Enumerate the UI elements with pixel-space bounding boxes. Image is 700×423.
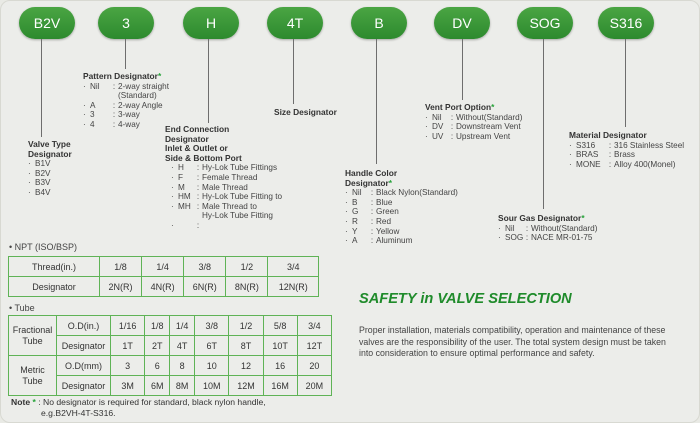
code-pill-b: B — [351, 7, 407, 39]
code-pill-3: 3 — [98, 7, 154, 39]
npt-table — [8, 256, 319, 297]
required-star-icon: * — [157, 71, 162, 81]
vent-port-block: Vent Port Option* · Nil : Without(Standard) · DV : Downstream Vent · UV : Upstream Vent — [425, 102, 523, 141]
safety-text: Proper installation, materials compatibility, operation and maintenance of these valves are the responsibility of the user. The total system design must be taken into consideration to ensure optimal performance and safety. — [359, 325, 666, 359]
tube-caption: • Tube — [9, 303, 35, 313]
end-connection-block: End Connection Designator Inlet & Outlet or Side & Bottom Port · H : Hy-Lok Tube Fittings · F : Female Thread · M : Male Thread · HM : Hy-Lok Tube Fitting to · MH : Male Thread to Hy-Lok Tube Fitting · : — [165, 124, 283, 230]
valve-type-block: Valve Type Designator · B1V · B2V · B3V · B4V — [28, 139, 72, 197]
code-pill-b2v: B2V — [19, 7, 75, 39]
required-star-icon: * — [30, 397, 39, 407]
required-star-icon: * — [581, 213, 585, 223]
code-pill-s316: S316 — [598, 7, 654, 39]
table-row: Metric Tube O.D(mm) 3 6 8 10 12 16 20 — [9, 356, 332, 376]
safety-title: SAFETY in VALVE SELECTION — [359, 291, 572, 307]
pattern-heading: Pattern Designator — [83, 71, 158, 81]
handle-color-block: Handle Color Designator* · Nil : Black Nylon(Standard) · B : Blue · G : Green · R : Red · Y : Yellow · A : Aluminum — [345, 168, 458, 246]
connector-line — [462, 39, 463, 100]
table-row: Fractional Tube O.D(in.) 1/16 1/8 1/4 3/8 1/2 5/8 3/4 — [9, 316, 332, 336]
npt-caption: • NPT (ISO/BSP) — [9, 242, 77, 252]
required-star-icon: * — [388, 177, 393, 188]
code-pill-sog: SOG — [517, 7, 573, 39]
required-star-icon: * — [491, 102, 495, 112]
connector-line — [625, 39, 626, 127]
material-block: Material Designator · S316 : 316 Stainless Steel · BRAS : Brass · MONE : Alloy 400(Monel) — [569, 130, 685, 169]
code-pill-dv: DV — [434, 7, 490, 39]
tube-table — [8, 315, 332, 396]
size-block — [274, 108, 337, 118]
table-row: Designator 1T 2T 4T 6T 8T 10T 12T — [9, 336, 332, 356]
valve-type-heading: Valve Type — [28, 139, 71, 149]
code-pill-h: H — [183, 7, 239, 39]
pattern-block: Pattern Designator* · Nil : 2-way straight (Standard) · A : 2-way Angle · 3 : 3-way · 4 : 4-way — [83, 71, 169, 129]
footnote: Note * : No designator is required for standard, black nylon handle, e.g.B2VH-4T-S316. — [11, 397, 266, 418]
table-row: Designator 3M 6M 8M 10M 12M 16M 20M — [9, 376, 332, 396]
table-row: Thread(in.) 1/8 1/4 3/8 1/2 3/4 — [9, 257, 319, 277]
connector-line — [293, 39, 294, 104]
connector-line — [543, 39, 544, 209]
connector-line — [376, 39, 377, 164]
sour-gas-block: Sour Gas Designator* · Nil : Without(Standard) · SOG : NACE MR-01-75 — [498, 213, 598, 243]
table-row: Designator 2N(R) 4N(R) 6N(R) 8N(R) 12N(R) — [9, 277, 319, 297]
code-pill-4t: 4T — [267, 7, 323, 39]
connector-line — [125, 39, 126, 69]
valve-type-heading-2: Designator — [28, 148, 72, 159]
connector-line — [41, 39, 42, 137]
size-heading: Size Designator — [274, 107, 337, 117]
connector-line — [208, 39, 209, 123]
